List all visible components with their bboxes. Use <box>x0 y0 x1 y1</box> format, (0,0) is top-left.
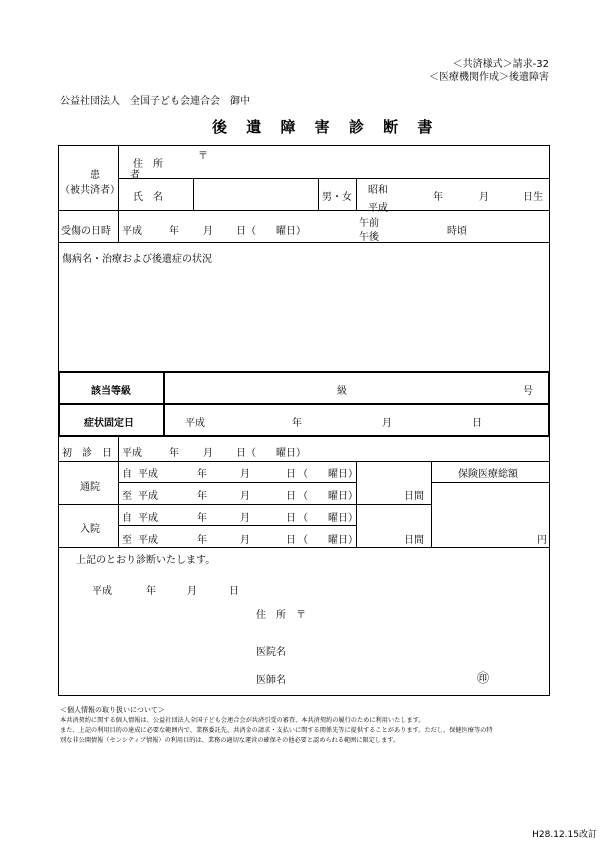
first-visit-era: 平成 <box>122 448 142 459</box>
cert-address: 住 所 〒 <box>256 610 306 621</box>
fixed-month: 月 <box>382 418 392 429</box>
privacy-line-2: また、上記の利用目的の達成に必要な範囲内で、業務委託先、共済金の請求・支払いに関する関係先等に提供することがあります。ただし、保健医療等の特 <box>60 727 493 734</box>
inpatient-from: 自 <box>122 513 132 524</box>
era-heisei: 平成 <box>368 203 388 214</box>
grade-go: 号 <box>523 386 533 397</box>
outpatient-label: 通院 <box>80 482 100 493</box>
outpatient-days: 日間 <box>404 491 424 502</box>
inpatient-from-weekday: （ 曜日） <box>298 513 358 524</box>
cert-month: 月 <box>187 586 197 597</box>
addressee: 公益社団法人 全国子ども会連合会 御中 <box>60 96 250 107</box>
patient-label-2: （被共済者） <box>60 185 120 196</box>
first-visit-year: 年 <box>169 448 179 459</box>
first-visit-label: 初 診 日 <box>62 448 112 459</box>
outpatient-from-month: 月 <box>240 469 250 480</box>
revision-date: H28.12.15改訂 <box>532 830 597 840</box>
outpatient-from: 自 <box>122 469 132 480</box>
postal-mark: 〒 <box>198 151 208 162</box>
first-visit-day: 日（ 曜日） <box>236 448 306 459</box>
inpatient-to-day: 日 <box>286 535 296 546</box>
outpatient-from-year: 年 <box>197 469 207 480</box>
inpatient-to-month: 月 <box>240 535 250 546</box>
grade-kyu: 級 <box>337 386 347 397</box>
cert-era: 平成 <box>92 586 112 597</box>
address-label: 住 所 <box>133 159 163 170</box>
injury-day: 日（ 曜日） <box>236 226 306 237</box>
doctor-label: 医師名 <box>256 675 286 686</box>
injury-year: 年 <box>169 226 179 237</box>
inpatient-from-month: 月 <box>240 513 250 524</box>
diagnosis-label: 傷病名・治療および後遺症の状況 <box>62 254 212 265</box>
privacy-line-1: 本共済契約に関する個人情報は、公益社団法人全国子ども会連合会が共済引受の審査、本共済契約の履行のために利用いたします。 <box>60 717 425 724</box>
outpatient-to-year: 年 <box>197 491 207 502</box>
injury-am: 午前 <box>359 218 379 229</box>
inpatient-to-year: 年 <box>197 535 207 546</box>
cert-year: 年 <box>146 586 156 597</box>
inpatient-to: 至 <box>122 535 132 546</box>
injury-month: 月 <box>203 226 213 237</box>
inpatient-to-weekday: （ 曜日） <box>298 535 358 546</box>
outpatient-to: 至 <box>122 491 132 502</box>
first-visit-month: 月 <box>203 448 213 459</box>
form-subtitle: ＜医療機関作成＞後遺障害 <box>429 72 549 83</box>
fixed-era: 平成 <box>185 418 205 429</box>
outpatient-from-weekday: （ 曜日） <box>298 469 358 480</box>
insurance-yen: 円 <box>537 535 547 546</box>
inpatient-from-year: 年 <box>197 513 207 524</box>
inpatient-days: 日間 <box>404 535 424 546</box>
injury-time: 時頃 <box>447 226 467 237</box>
inpatient-from-day: 日 <box>286 513 296 524</box>
insurance-label: 保険医療総額 <box>458 469 518 480</box>
fixed-day: 日 <box>472 418 482 429</box>
injury-pm: 午後 <box>359 232 379 243</box>
privacy-heading: ＜個人情報の取り扱いについて＞ <box>60 706 165 714</box>
hospital-label: 医院名 <box>256 647 286 658</box>
seal-mark: ㊞ <box>477 671 490 685</box>
birth-month: 月 <box>479 192 489 203</box>
sex-choice: 男・女 <box>322 192 352 203</box>
injury-label: 受傷の日時 <box>61 226 111 237</box>
injury-era: 平成 <box>122 226 142 237</box>
page-title: 後 遺 障 害 診 断 書 <box>212 118 440 136</box>
birth-year: 年 <box>433 192 443 203</box>
inpatient-from-era: 平成 <box>138 513 158 524</box>
outpatient-to-month: 月 <box>240 491 250 502</box>
patient-label-1: 患 者 <box>90 170 140 181</box>
name-label: 氏 名 <box>133 192 163 203</box>
privacy-line-3: 別な非公開情報（センシティブ情報）の利用目的は、業務の適切な運営の確保その他必要と認められる範囲に限定します。 <box>60 737 400 744</box>
outpatient-from-day: 日 <box>286 469 296 480</box>
form-code: ＜共済様式＞請求-32 <box>452 59 549 70</box>
outpatient-to-era: 平成 <box>138 491 158 502</box>
birth-day: 日生 <box>523 192 543 203</box>
grade-label: 該当等級 <box>91 386 131 397</box>
outpatient-to-weekday: （ 曜日） <box>298 491 358 502</box>
outpatient-to-day: 日 <box>286 491 296 502</box>
certification-statement: 上記のとおり診断いたします。 <box>76 555 216 566</box>
fixed-label: 症状固定日 <box>84 418 134 429</box>
inpatient-to-era: 平成 <box>138 535 158 546</box>
fixed-year: 年 <box>292 418 302 429</box>
inpatient-label: 入院 <box>80 524 100 535</box>
outpatient-from-era: 平成 <box>138 469 158 480</box>
cert-day: 日 <box>229 586 239 597</box>
era-showa: 昭和 <box>368 185 388 196</box>
